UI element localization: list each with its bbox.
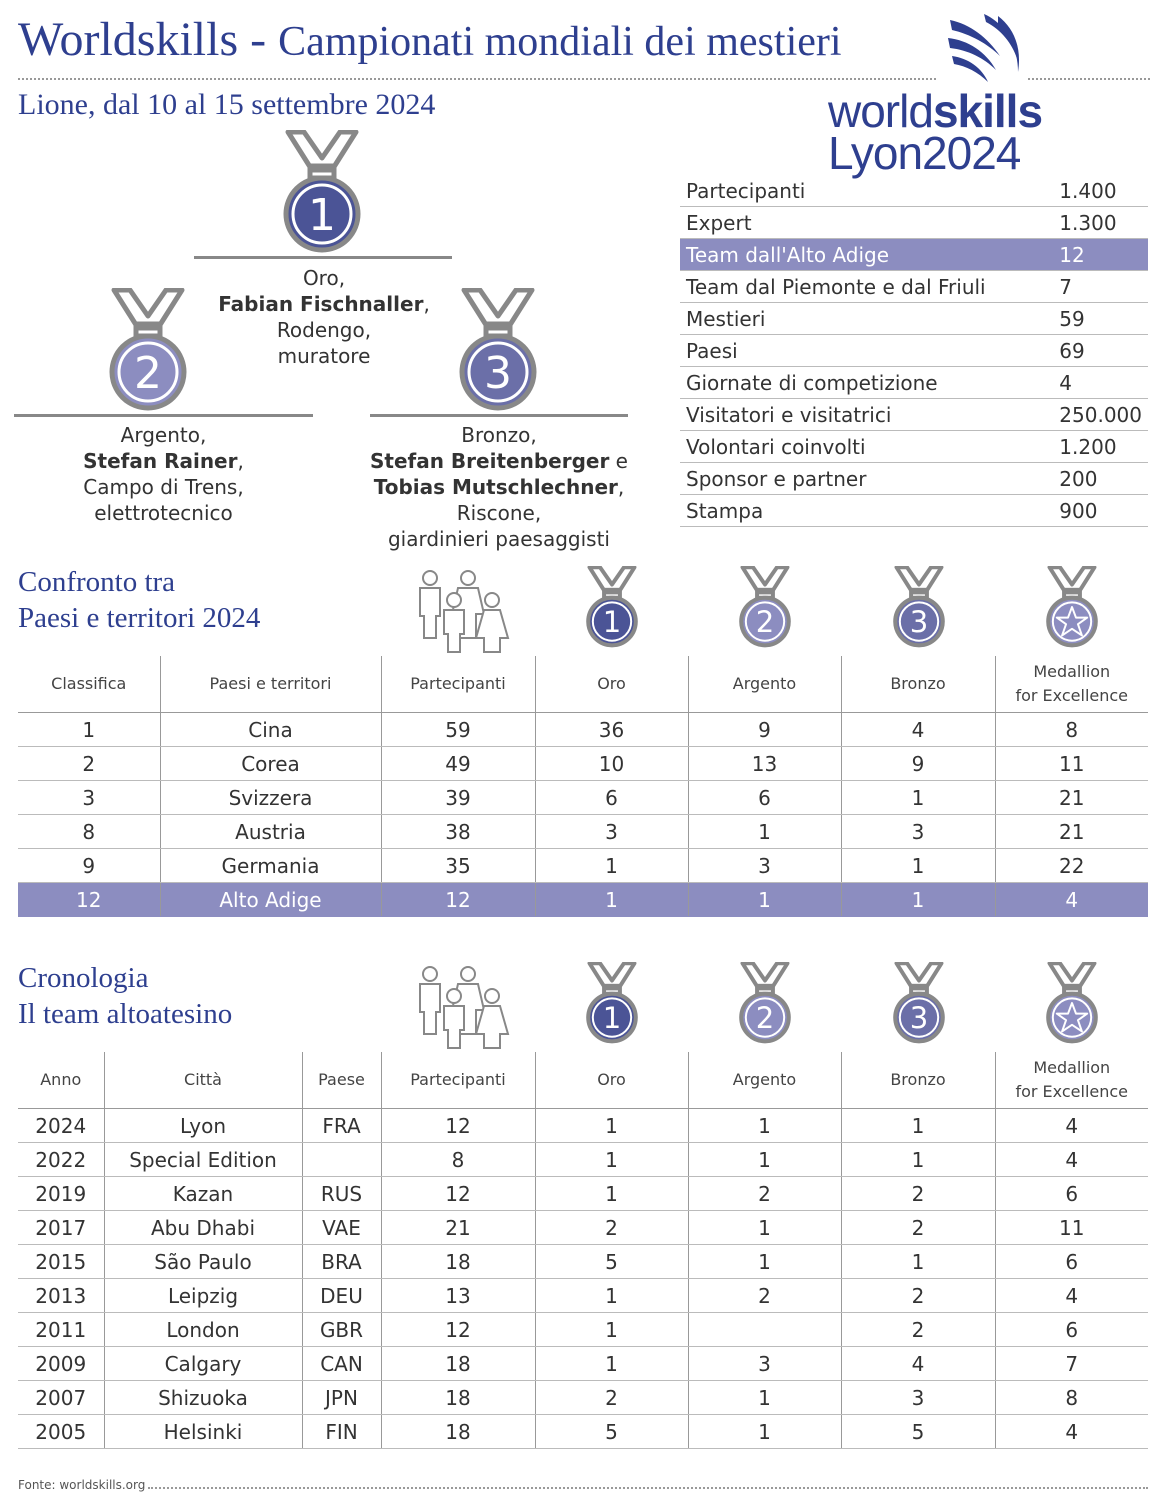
silver-medal-number: 2	[134, 348, 162, 399]
svg-text:1: 1	[602, 605, 622, 640]
table-cell: Svizzera	[160, 781, 381, 815]
gold-medal-number: 1	[308, 190, 336, 241]
fact-row	[680, 463, 1148, 495]
worldskills-logo-icon	[944, 12, 1024, 90]
logo-skills: skills	[932, 85, 1043, 137]
fact-row	[680, 239, 1148, 271]
fact-value: 12	[1055, 239, 1148, 271]
fact-label: Expert	[680, 207, 1055, 239]
table-cell: Special Edition	[104, 1143, 302, 1177]
table-cell: 5	[535, 1415, 688, 1449]
table-cell: 4	[995, 883, 1148, 917]
column-icon	[412, 568, 512, 658]
column-header: Partecipanti	[381, 656, 535, 713]
table-cell: 12	[381, 883, 535, 917]
column-header: Classifica	[18, 656, 160, 713]
podium-silver-text	[14, 422, 313, 526]
table-cell: 1	[535, 1347, 688, 1381]
people-icon	[412, 964, 512, 1050]
table-cell: 1	[841, 1143, 995, 1177]
fact-row	[680, 303, 1148, 335]
bronze-town: , Riscone,	[456, 475, 625, 525]
table-cell: 3	[18, 781, 160, 815]
column-icon	[584, 566, 640, 652]
table-cell: DEU	[302, 1279, 381, 1313]
fact-value: 900	[1055, 495, 1148, 527]
column-header: Oro	[535, 1052, 688, 1109]
column-header: Paese	[302, 1052, 381, 1109]
table-cell: 4	[995, 1415, 1148, 1449]
comparison-heading-line1: Confronto tra	[18, 566, 176, 598]
table-cell: 39	[381, 781, 535, 815]
gold-trade: muratore	[277, 344, 371, 368]
table-cell: 6	[688, 781, 841, 815]
table-cell: 2	[535, 1211, 688, 1245]
table-cell: 38	[381, 815, 535, 849]
table-row	[18, 1415, 1148, 1449]
column-header: Città	[104, 1052, 302, 1109]
table-cell: 2	[18, 747, 160, 781]
table-cell: 4	[995, 1279, 1148, 1313]
fact-label: Team dal Piemonte e dal Friuli	[680, 271, 1055, 303]
table-row	[18, 849, 1148, 883]
fact-value: 200	[1055, 463, 1148, 495]
podium-gold-text	[204, 265, 444, 369]
fact-label: Team dall'Alto Adige	[680, 239, 1055, 271]
table-cell: 12	[381, 1177, 535, 1211]
people-icon	[412, 568, 512, 654]
column-icon	[1044, 566, 1100, 652]
silver-medal-icon	[108, 288, 188, 412]
table-cell: 1	[535, 1177, 688, 1211]
table-cell: 35	[381, 849, 535, 883]
table-cell: Alto Adige	[160, 883, 381, 917]
podium-silver-step	[14, 414, 313, 417]
svg-text:2: 2	[755, 605, 775, 640]
table-cell: 49	[381, 747, 535, 781]
silver-trade: elettrotecnico	[94, 501, 233, 525]
table-cell: 1	[841, 781, 995, 815]
fact-value: 1.400	[1055, 175, 1148, 207]
worldskills-logo	[828, 85, 1043, 179]
table-cell: 2007	[18, 1381, 104, 1415]
column-header: Medallion for Excellence	[995, 1052, 1148, 1109]
bronze-medal-icon	[891, 962, 947, 1044]
table-cell: 21	[381, 1211, 535, 1245]
table-cell: 1	[535, 1313, 688, 1347]
silver-label: Argento,	[120, 423, 207, 447]
table-row	[18, 1211, 1148, 1245]
table-row	[18, 1313, 1148, 1347]
table-cell: 8	[995, 713, 1148, 747]
fact-label: Partecipanti	[680, 175, 1055, 207]
table-cell: 3	[841, 1381, 995, 1415]
comparison-heading-line2: Paesi e territori 2024	[18, 602, 261, 634]
column-icon	[891, 566, 947, 652]
table-cell: 9	[688, 713, 841, 747]
table-cell: London	[104, 1313, 302, 1347]
table-cell: FIN	[302, 1415, 381, 1449]
table-cell: 3	[535, 815, 688, 849]
table-cell: JPN	[302, 1381, 381, 1415]
chronology-heading-line1: Cronologia	[18, 962, 149, 994]
table-cell: 1	[535, 1109, 688, 1143]
title-separator: -	[250, 13, 267, 66]
column-header: Medallion for Excellence	[995, 656, 1148, 713]
fact-label: Visitatori e visitatrici	[680, 399, 1055, 431]
bronze-label: Bronzo,	[461, 423, 537, 447]
fact-value: 4	[1055, 367, 1148, 399]
table-cell: 8	[995, 1381, 1148, 1415]
bronze-medal-number: 3	[484, 348, 512, 399]
table-cell: Lyon	[104, 1109, 302, 1143]
table-cell: 1	[841, 1109, 995, 1143]
table-cell: Leipzig	[104, 1279, 302, 1313]
column-header: Oro	[535, 656, 688, 713]
table-cell: 1	[535, 849, 688, 883]
table-row	[18, 747, 1148, 781]
table-row	[18, 1279, 1148, 1313]
table-cell: 6	[535, 781, 688, 815]
table-row	[18, 1177, 1148, 1211]
fact-label: Sponsor e partner	[680, 463, 1055, 495]
chronology-table	[18, 1052, 1148, 1449]
source-note: Fonte: worldskills.org	[18, 1478, 146, 1492]
gold-winner-name: Fabian Fischnaller	[218, 292, 424, 316]
table-cell: 2	[688, 1279, 841, 1313]
table-cell: 2009	[18, 1347, 104, 1381]
svg-text:2: 2	[755, 1001, 775, 1036]
table-row	[18, 1347, 1148, 1381]
table-cell: 13	[688, 747, 841, 781]
table-cell: 2015	[18, 1245, 104, 1279]
table-cell: 2	[535, 1381, 688, 1415]
table-row	[18, 1245, 1148, 1279]
table-cell: FRA	[302, 1109, 381, 1143]
table-cell: 4	[995, 1109, 1148, 1143]
logo-lyon2024: Lyon2024	[828, 127, 1021, 179]
podium-gold-step	[194, 256, 452, 259]
bronze-medal-icon	[458, 288, 538, 412]
table-cell: 2	[688, 1177, 841, 1211]
table-cell: 1	[688, 1381, 841, 1415]
table-cell: 3	[841, 815, 995, 849]
fact-row	[680, 495, 1148, 527]
table-cell: 18	[381, 1347, 535, 1381]
table-cell: 1	[688, 1143, 841, 1177]
column-icon	[1044, 962, 1100, 1048]
comparison-heading	[18, 564, 260, 636]
silver-medal-icon	[737, 962, 793, 1044]
fact-label: Mestieri	[680, 303, 1055, 335]
table-cell: 9	[18, 849, 160, 883]
table-cell: 2024	[18, 1109, 104, 1143]
fact-value: 69	[1055, 335, 1148, 367]
chronology-heading-line2: Il team altoatesino	[18, 998, 233, 1030]
bronze-and: e	[609, 449, 628, 473]
column-header: Argento	[688, 656, 841, 713]
table-cell: 36	[535, 713, 688, 747]
fact-label: Stampa	[680, 495, 1055, 527]
table-cell: Austria	[160, 815, 381, 849]
fact-row	[680, 399, 1148, 431]
table-cell: 2011	[18, 1313, 104, 1347]
comparison-table	[18, 656, 1148, 917]
column-header: Paesi e territori	[160, 656, 381, 713]
table-cell	[688, 1313, 841, 1347]
table-cell: 1	[841, 849, 995, 883]
table-cell: 2005	[18, 1415, 104, 1449]
table-cell: 21	[995, 815, 1148, 849]
table-cell: RUS	[302, 1177, 381, 1211]
table-cell: VAE	[302, 1211, 381, 1245]
podium-bronze-step	[370, 414, 628, 417]
table-cell: 2	[841, 1313, 995, 1347]
table-cell: 2	[841, 1211, 995, 1245]
podium-bronze-text	[340, 422, 658, 552]
medallion-star-icon	[1044, 566, 1100, 648]
bronze-medal-icon	[891, 566, 947, 648]
column-icon	[737, 566, 793, 652]
table-cell: 6	[995, 1177, 1148, 1211]
table-cell: 3	[688, 849, 841, 883]
table-cell: Germania	[160, 849, 381, 883]
fact-row	[680, 207, 1148, 239]
table-cell: 12	[18, 883, 160, 917]
table-cell: 7	[995, 1347, 1148, 1381]
gold-town: Rodengo,	[276, 318, 372, 342]
table-row	[18, 781, 1148, 815]
column-header: Argento	[688, 1052, 841, 1109]
table-cell: BRA	[302, 1245, 381, 1279]
page-subtitle: Lione, dal 10 al 15 settembre 2024	[18, 88, 436, 121]
fact-row	[680, 175, 1148, 207]
table-cell: 5	[535, 1245, 688, 1279]
table-cell: 8	[18, 815, 160, 849]
fact-value: 250.000	[1055, 399, 1148, 431]
page-title	[18, 12, 842, 67]
silver-medal-icon	[737, 566, 793, 648]
table-cell: 2013	[18, 1279, 104, 1313]
medallion-star-icon	[1044, 962, 1100, 1044]
table-row	[18, 1381, 1148, 1415]
chronology-heading	[18, 960, 232, 1032]
gold-name-suffix: ,	[423, 292, 430, 316]
fact-label: Paesi	[680, 335, 1055, 367]
logo-world: world	[828, 85, 933, 137]
table-cell: 13	[381, 1279, 535, 1313]
table-cell: 1	[688, 883, 841, 917]
table-cell: Shizuoka	[104, 1381, 302, 1415]
table-cell: 12	[381, 1109, 535, 1143]
table-cell: 6	[995, 1313, 1148, 1347]
table-row	[18, 1143, 1148, 1177]
table-cell: 12	[381, 1313, 535, 1347]
table-cell	[302, 1143, 381, 1177]
table-cell: 21	[995, 781, 1148, 815]
table-cell: 1	[535, 883, 688, 917]
column-icon	[412, 964, 512, 1054]
table-cell: 22	[995, 849, 1148, 883]
fact-label: Volontari coinvolti	[680, 431, 1055, 463]
table-cell: Calgary	[104, 1347, 302, 1381]
svg-text:3: 3	[909, 1001, 929, 1036]
table-row	[18, 713, 1148, 747]
column-icon	[584, 962, 640, 1048]
table-cell: 1	[688, 815, 841, 849]
fact-value: 7	[1055, 271, 1148, 303]
table-cell: 4	[841, 713, 995, 747]
column-header: Bronzo	[841, 656, 995, 713]
column-header: Partecipanti	[381, 1052, 535, 1109]
gold-medal-icon	[584, 566, 640, 648]
table-cell: 18	[381, 1381, 535, 1415]
table-cell: 2017	[18, 1211, 104, 1245]
silver-winner-name: Stefan Rainer	[83, 449, 238, 473]
table-cell: 4	[995, 1143, 1148, 1177]
title-divider-right	[1028, 78, 1150, 80]
table-row	[18, 883, 1148, 917]
table-cell: CAN	[302, 1347, 381, 1381]
gold-label: Oro,	[302, 266, 346, 290]
silver-name-suffix: ,	[237, 449, 244, 473]
bronze-winner-name-2: Tobias Mutschlechner	[373, 475, 618, 499]
table-cell: 18	[381, 1415, 535, 1449]
table-cell: 1	[688, 1211, 841, 1245]
table-cell: 1	[688, 1245, 841, 1279]
table-cell: GBR	[302, 1313, 381, 1347]
table-cell: 1	[841, 883, 995, 917]
column-header: Bronzo	[841, 1052, 995, 1109]
fact-label: Giornate di competizione	[680, 367, 1055, 399]
table-cell: 3	[688, 1347, 841, 1381]
table-cell: 6	[995, 1245, 1148, 1279]
table-cell: 5	[841, 1415, 995, 1449]
table-cell: 1	[688, 1415, 841, 1449]
table-cell: Kazan	[104, 1177, 302, 1211]
fact-value: 1.200	[1055, 431, 1148, 463]
facts-table	[680, 175, 1148, 527]
fact-row	[680, 431, 1148, 463]
silver-town: Campo di Trens,	[83, 475, 244, 499]
table-cell: 59	[381, 713, 535, 747]
table-cell: 11	[995, 747, 1148, 781]
table-cell: Cina	[160, 713, 381, 747]
table-cell: 1	[535, 1143, 688, 1177]
table-cell: 2022	[18, 1143, 104, 1177]
title-divider	[18, 78, 936, 80]
fact-row	[680, 367, 1148, 399]
title-main: Worldskills	[18, 13, 239, 66]
title-sub: Campionati mondiali dei mestieri	[278, 19, 842, 65]
table-cell: Abu Dhabi	[104, 1211, 302, 1245]
table-cell: 2	[841, 1279, 995, 1313]
table-cell: 8	[381, 1143, 535, 1177]
table-cell: 10	[535, 747, 688, 781]
fact-row	[680, 271, 1148, 303]
table-cell: 1	[688, 1109, 841, 1143]
column-icon	[891, 962, 947, 1048]
table-cell: 2019	[18, 1177, 104, 1211]
footer-divider	[148, 1487, 1148, 1489]
table-cell: 1	[535, 1279, 688, 1313]
table-cell: 4	[841, 1347, 995, 1381]
bronze-winner-name-1: Stefan Breitenberger	[370, 449, 610, 473]
table-cell: 18	[381, 1245, 535, 1279]
table-cell: 1	[18, 713, 160, 747]
gold-medal-icon	[584, 962, 640, 1044]
table-cell: Corea	[160, 747, 381, 781]
gold-medal-icon	[282, 130, 362, 254]
table-cell: Helsinki	[104, 1415, 302, 1449]
table-cell: 2	[841, 1177, 995, 1211]
column-icon	[737, 962, 793, 1048]
fact-value: 1.300	[1055, 207, 1148, 239]
table-row	[18, 1109, 1148, 1143]
column-header: Anno	[18, 1052, 104, 1109]
fact-row	[680, 335, 1148, 367]
svg-text:1: 1	[602, 1001, 622, 1036]
table-cell: 11	[995, 1211, 1148, 1245]
table-row	[18, 815, 1148, 849]
table-cell: 9	[841, 747, 995, 781]
bronze-trade: giardinieri paesaggisti	[387, 527, 610, 551]
table-cell: São Paulo	[104, 1245, 302, 1279]
table-cell: 1	[841, 1245, 995, 1279]
svg-text:3: 3	[909, 605, 929, 640]
fact-value: 59	[1055, 303, 1148, 335]
